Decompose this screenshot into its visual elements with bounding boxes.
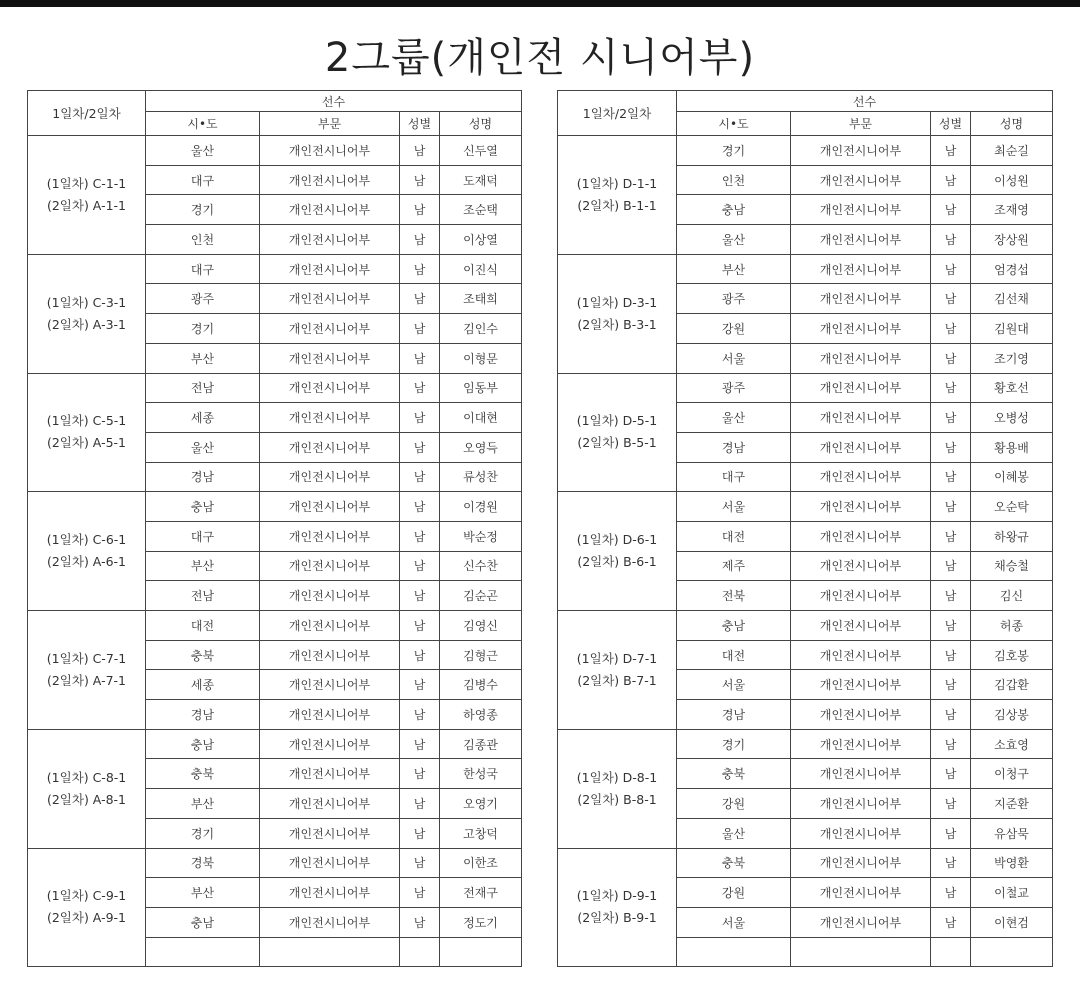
division-cell: 개인전시니어부 xyxy=(260,907,400,937)
region-cell xyxy=(677,937,791,967)
table-row xyxy=(28,611,522,641)
gender-cell: 남 xyxy=(400,254,440,284)
gender-cell: 남 xyxy=(931,907,971,937)
region-cell xyxy=(146,937,260,967)
gender-cell: 남 xyxy=(400,521,440,551)
division-cell: 개인전시니어부 xyxy=(791,848,931,878)
table-row xyxy=(558,492,1053,522)
name-cell: 임동부 xyxy=(440,373,522,403)
day1-slot: (1일차) D-8-1 xyxy=(576,769,658,785)
division-cell: 개인전시니어부 xyxy=(260,759,400,789)
gender-cell: 남 xyxy=(400,551,440,581)
division-cell: 개인전시니어부 xyxy=(260,581,400,611)
name-cell: 전재구 xyxy=(440,878,522,908)
day-header: 1일차/2일차 xyxy=(28,91,146,136)
division-cell: 개인전시니어부 xyxy=(791,462,931,492)
division-cell xyxy=(260,937,400,967)
header-row xyxy=(28,91,522,112)
region-cell: 부산 xyxy=(146,551,260,581)
region-cell: 부산 xyxy=(146,343,260,373)
division-cell: 개인전시니어부 xyxy=(260,640,400,670)
name-cell: 지준환 xyxy=(971,789,1053,819)
name-cell: 이청구 xyxy=(971,759,1053,789)
name-cell: 이철교 xyxy=(971,878,1053,908)
gender-cell: 남 xyxy=(931,818,971,848)
table-row xyxy=(28,729,522,759)
region-cell: 울산 xyxy=(677,818,791,848)
gender-cell: 남 xyxy=(400,729,440,759)
gender-cell: 남 xyxy=(931,254,971,284)
gender-cell: 남 xyxy=(931,581,971,611)
name-cell: 장상원 xyxy=(971,225,1053,255)
day1-slot: (1일차) C-6-1 xyxy=(46,532,127,548)
slot-cell xyxy=(558,254,677,373)
gender-cell: 남 xyxy=(400,818,440,848)
header-row xyxy=(558,91,1053,112)
gender-cell: 남 xyxy=(400,789,440,819)
gender-cell: 남 xyxy=(931,284,971,314)
table-row xyxy=(28,254,522,284)
region-cell: 부산 xyxy=(146,878,260,908)
gender-cell: 남 xyxy=(931,136,971,166)
division-cell: 개인전시니어부 xyxy=(791,551,931,581)
day2-slot: (2일차) A-6-1 xyxy=(46,554,127,570)
division-header: 부문 xyxy=(260,112,400,136)
region-cell: 충남 xyxy=(146,907,260,937)
region-cell: 세종 xyxy=(146,670,260,700)
gender-cell: 남 xyxy=(400,195,440,225)
division-cell: 개인전시니어부 xyxy=(791,165,931,195)
region-header: 시•도 xyxy=(677,112,791,136)
region-cell: 전북 xyxy=(677,581,791,611)
region-cell: 광주 xyxy=(677,373,791,403)
gender-cell: 남 xyxy=(931,314,971,344)
name-cell: 황용배 xyxy=(971,432,1053,462)
name-cell: 최순길 xyxy=(971,136,1053,166)
name-header: 성명 xyxy=(440,112,522,136)
division-cell xyxy=(791,937,931,967)
day1-slot: (1일차) C-3-1 xyxy=(46,294,127,310)
gender-cell: 남 xyxy=(931,700,971,730)
slot-cell xyxy=(558,136,677,255)
slot-cell xyxy=(28,254,146,373)
slot-cell xyxy=(558,373,677,492)
day1-slot: (1일차) D-5-1 xyxy=(576,413,658,429)
name-cell: 신수찬 xyxy=(440,551,522,581)
bracket-table-left xyxy=(27,90,522,967)
gender-cell: 남 xyxy=(931,521,971,551)
region-cell: 경기 xyxy=(146,314,260,344)
table-row xyxy=(558,254,1053,284)
name-cell: 이한조 xyxy=(440,848,522,878)
day2-slot: (2일차) A-8-1 xyxy=(46,791,127,807)
name-cell: 이진식 xyxy=(440,254,522,284)
day1-slot: (1일차) C-5-1 xyxy=(46,413,127,429)
region-cell: 대구 xyxy=(146,254,260,284)
division-cell: 개인전시니어부 xyxy=(791,373,931,403)
division-cell: 개인전시니어부 xyxy=(791,581,931,611)
region-cell: 강원 xyxy=(677,314,791,344)
gender-cell: 남 xyxy=(931,611,971,641)
table-row xyxy=(28,848,522,878)
division-cell: 개인전시니어부 xyxy=(260,462,400,492)
day2-slot: (2일차) B-1-1 xyxy=(577,197,657,213)
gender-cell: 남 xyxy=(400,165,440,195)
day2-slot: (2일차) A-9-1 xyxy=(46,910,127,926)
gender-cell: 남 xyxy=(931,789,971,819)
name-cell: 박순정 xyxy=(440,521,522,551)
division-cell: 개인전시니어부 xyxy=(260,432,400,462)
region-cell: 서울 xyxy=(677,670,791,700)
slot-cell xyxy=(558,848,677,967)
table-row xyxy=(558,373,1053,403)
slot-cell xyxy=(28,373,146,492)
region-cell: 충남 xyxy=(677,195,791,225)
region-cell: 충북 xyxy=(677,848,791,878)
name-cell: 유삼묵 xyxy=(971,818,1053,848)
region-cell: 대전 xyxy=(677,521,791,551)
name-cell: 이성원 xyxy=(971,165,1053,195)
region-cell: 울산 xyxy=(146,136,260,166)
player-header: 선수 xyxy=(677,91,1053,112)
region-header: 시•도 xyxy=(146,112,260,136)
region-cell: 충북 xyxy=(146,759,260,789)
name-cell: 이상열 xyxy=(440,225,522,255)
table-row xyxy=(558,136,1053,166)
gender-cell: 남 xyxy=(400,640,440,670)
region-cell: 강원 xyxy=(677,878,791,908)
division-cell: 개인전시니어부 xyxy=(791,195,931,225)
bracket-table-right xyxy=(557,90,1053,967)
slot-cell xyxy=(28,729,146,848)
gender-cell: 남 xyxy=(400,225,440,255)
gender-cell: 남 xyxy=(400,284,440,314)
slot-cell xyxy=(558,611,677,730)
slot-cell xyxy=(558,492,677,611)
division-cell: 개인전시니어부 xyxy=(260,136,400,166)
name-cell: 고창덕 xyxy=(440,818,522,848)
top-bar xyxy=(0,0,1080,7)
gender-cell xyxy=(931,937,971,967)
name-cell: 이형문 xyxy=(440,343,522,373)
name-cell: 엄경섭 xyxy=(971,254,1053,284)
gender-cell: 남 xyxy=(931,878,971,908)
division-cell: 개인전시니어부 xyxy=(791,314,931,344)
division-cell: 개인전시니어부 xyxy=(260,343,400,373)
division-cell: 개인전시니어부 xyxy=(260,789,400,819)
region-cell: 부산 xyxy=(146,789,260,819)
name-cell: 김호봉 xyxy=(971,640,1053,670)
name-cell: 김신 xyxy=(971,581,1053,611)
gender-cell: 남 xyxy=(931,848,971,878)
day2-slot: (2일차) B-6-1 xyxy=(577,554,657,570)
division-cell: 개인전시니어부 xyxy=(260,165,400,195)
gender-cell: 남 xyxy=(400,670,440,700)
name-cell: 조기영 xyxy=(971,343,1053,373)
division-cell: 개인전시니어부 xyxy=(260,195,400,225)
table-row xyxy=(28,373,522,403)
region-cell: 경기 xyxy=(146,818,260,848)
name-cell: 하왕규 xyxy=(971,521,1053,551)
name-cell xyxy=(440,937,522,967)
division-cell: 개인전시니어부 xyxy=(260,373,400,403)
division-cell: 개인전시니어부 xyxy=(260,848,400,878)
slot-cell xyxy=(28,136,146,255)
division-cell: 개인전시니어부 xyxy=(791,492,931,522)
region-cell: 울산 xyxy=(677,403,791,433)
day1-slot: (1일차) D-7-1 xyxy=(576,650,658,666)
name-cell: 소효영 xyxy=(971,729,1053,759)
gender-cell: 남 xyxy=(931,492,971,522)
gender-cell: 남 xyxy=(400,343,440,373)
gender-cell: 남 xyxy=(931,462,971,492)
region-cell: 인천 xyxy=(146,225,260,255)
region-cell: 제주 xyxy=(677,551,791,581)
division-cell: 개인전시니어부 xyxy=(260,700,400,730)
region-cell: 세종 xyxy=(146,403,260,433)
name-cell: 김종관 xyxy=(440,729,522,759)
gender-cell: 남 xyxy=(931,195,971,225)
division-cell: 개인전시니어부 xyxy=(260,492,400,522)
gender-cell: 남 xyxy=(931,165,971,195)
division-cell: 개인전시니어부 xyxy=(791,700,931,730)
day2-slot: (2일차) A-3-1 xyxy=(46,316,127,332)
table-row xyxy=(28,492,522,522)
day2-slot: (2일차) B-9-1 xyxy=(577,910,657,926)
gender-cell: 남 xyxy=(400,611,440,641)
division-cell: 개인전시니어부 xyxy=(791,432,931,462)
name-cell: 이혜봉 xyxy=(971,462,1053,492)
division-cell: 개인전시니어부 xyxy=(791,729,931,759)
name-cell: 이경원 xyxy=(440,492,522,522)
gender-cell: 남 xyxy=(931,432,971,462)
name-cell: 오영기 xyxy=(440,789,522,819)
division-cell: 개인전시니어부 xyxy=(791,759,931,789)
division-cell: 개인전시니어부 xyxy=(260,878,400,908)
name-cell: 하영종 xyxy=(440,700,522,730)
slot-cell xyxy=(558,729,677,848)
gender-cell: 남 xyxy=(400,581,440,611)
name-cell: 한성국 xyxy=(440,759,522,789)
gender-cell xyxy=(400,937,440,967)
name-cell: 박영환 xyxy=(971,848,1053,878)
region-cell: 충북 xyxy=(677,759,791,789)
division-cell: 개인전시니어부 xyxy=(791,403,931,433)
name-cell: 허종 xyxy=(971,611,1053,641)
day2-slot: (2일차) A-7-1 xyxy=(46,672,127,688)
day1-slot: (1일차) D-3-1 xyxy=(576,294,658,310)
region-cell: 광주 xyxy=(146,284,260,314)
division-cell: 개인전시니어부 xyxy=(260,284,400,314)
gender-cell: 남 xyxy=(400,878,440,908)
region-cell: 서울 xyxy=(677,492,791,522)
region-cell: 대구 xyxy=(677,462,791,492)
region-cell: 대전 xyxy=(677,640,791,670)
name-cell: 오병성 xyxy=(971,403,1053,433)
division-cell: 개인전시니어부 xyxy=(260,521,400,551)
region-cell: 전남 xyxy=(146,373,260,403)
region-cell: 경남 xyxy=(677,700,791,730)
table-row xyxy=(28,136,522,166)
gender-cell: 남 xyxy=(931,403,971,433)
gender-cell: 남 xyxy=(400,492,440,522)
table-row xyxy=(558,729,1053,759)
gender-cell: 남 xyxy=(931,373,971,403)
division-cell: 개인전시니어부 xyxy=(791,343,931,373)
name-cell xyxy=(971,937,1053,967)
slot-cell xyxy=(28,848,146,967)
name-cell: 김상봉 xyxy=(971,700,1053,730)
division-cell: 개인전시니어부 xyxy=(791,254,931,284)
day2-slot: (2일차) B-5-1 xyxy=(577,435,657,451)
day2-slot: (2일차) B-3-1 xyxy=(577,316,657,332)
name-cell: 김갑환 xyxy=(971,670,1053,700)
region-cell: 전남 xyxy=(146,581,260,611)
day1-slot: (1일차) D-9-1 xyxy=(576,888,658,904)
day1-slot: (1일차) C-1-1 xyxy=(46,175,127,191)
day2-slot: (2일차) B-7-1 xyxy=(577,672,657,688)
division-cell: 개인전시니어부 xyxy=(791,521,931,551)
day2-slot: (2일차) A-1-1 xyxy=(46,197,127,213)
gender-cell: 남 xyxy=(400,432,440,462)
region-cell: 인천 xyxy=(677,165,791,195)
day-header: 1일차/2일차 xyxy=(558,91,677,136)
name-cell: 오영득 xyxy=(440,432,522,462)
day1-slot: (1일차) D-1-1 xyxy=(576,175,658,191)
division-cell: 개인전시니어부 xyxy=(791,284,931,314)
division-cell: 개인전시니어부 xyxy=(260,818,400,848)
division-cell: 개인전시니어부 xyxy=(260,403,400,433)
gender-cell: 남 xyxy=(400,848,440,878)
name-cell: 김병수 xyxy=(440,670,522,700)
gender-cell: 남 xyxy=(931,670,971,700)
name-cell: 김형근 xyxy=(440,640,522,670)
name-cell: 이대현 xyxy=(440,403,522,433)
region-cell: 강원 xyxy=(677,789,791,819)
division-cell: 개인전시니어부 xyxy=(791,640,931,670)
region-cell: 경기 xyxy=(677,729,791,759)
division-cell: 개인전시니어부 xyxy=(791,789,931,819)
slot-cell xyxy=(28,611,146,730)
division-cell: 개인전시니어부 xyxy=(791,907,931,937)
region-cell: 울산 xyxy=(146,432,260,462)
region-cell: 서울 xyxy=(677,343,791,373)
gender-cell: 남 xyxy=(931,729,971,759)
name-cell: 황호선 xyxy=(971,373,1053,403)
name-cell: 조태희 xyxy=(440,284,522,314)
division-cell: 개인전시니어부 xyxy=(260,551,400,581)
page-title: 2그룹(개인전 시니어부) xyxy=(324,35,756,81)
division-cell: 개인전시니어부 xyxy=(260,729,400,759)
name-cell: 김원대 xyxy=(971,314,1053,344)
name-cell: 류성찬 xyxy=(440,462,522,492)
region-cell: 경남 xyxy=(146,700,260,730)
name-cell: 김순곤 xyxy=(440,581,522,611)
region-cell: 서울 xyxy=(677,907,791,937)
name-cell: 신두열 xyxy=(440,136,522,166)
region-cell: 대전 xyxy=(146,611,260,641)
region-cell: 광주 xyxy=(677,284,791,314)
day1-slot: (1일차) D-6-1 xyxy=(576,532,658,548)
gender-cell: 남 xyxy=(931,759,971,789)
region-cell: 경남 xyxy=(146,462,260,492)
name-cell: 도재덕 xyxy=(440,165,522,195)
division-cell: 개인전시니어부 xyxy=(791,670,931,700)
division-cell: 개인전시니어부 xyxy=(791,611,931,641)
name-cell: 김인수 xyxy=(440,314,522,344)
division-cell: 개인전시니어부 xyxy=(260,314,400,344)
division-cell: 개인전시니어부 xyxy=(260,254,400,284)
gender-cell: 남 xyxy=(400,314,440,344)
region-cell: 충남 xyxy=(146,492,260,522)
day1-slot: (1일차) C-8-1 xyxy=(46,769,127,785)
region-cell: 경북 xyxy=(146,848,260,878)
region-cell: 경기 xyxy=(677,136,791,166)
region-cell: 충북 xyxy=(146,640,260,670)
day2-slot: (2일차) B-8-1 xyxy=(577,791,657,807)
region-cell: 부산 xyxy=(677,254,791,284)
day1-slot: (1일차) C-7-1 xyxy=(46,650,127,666)
region-cell: 경남 xyxy=(677,432,791,462)
gender-cell: 남 xyxy=(931,343,971,373)
region-cell: 경기 xyxy=(146,195,260,225)
gender-cell: 남 xyxy=(400,759,440,789)
slot-cell xyxy=(28,492,146,611)
name-cell: 조재영 xyxy=(971,195,1053,225)
region-cell: 충남 xyxy=(146,729,260,759)
region-cell: 충남 xyxy=(677,611,791,641)
region-cell: 대구 xyxy=(146,521,260,551)
name-header: 성명 xyxy=(971,112,1053,136)
gender-cell: 남 xyxy=(400,136,440,166)
name-cell: 이현검 xyxy=(971,907,1053,937)
region-cell: 울산 xyxy=(677,225,791,255)
division-cell: 개인전시니어부 xyxy=(260,225,400,255)
gender-cell: 남 xyxy=(931,225,971,255)
division-header: 부문 xyxy=(791,112,931,136)
division-cell: 개인전시니어부 xyxy=(260,670,400,700)
name-cell: 정도기 xyxy=(440,907,522,937)
gender-header: 성별 xyxy=(931,112,971,136)
gender-cell: 남 xyxy=(400,403,440,433)
name-cell: 채승철 xyxy=(971,551,1053,581)
day1-slot: (1일차) C-9-1 xyxy=(46,888,127,904)
name-cell: 오순탁 xyxy=(971,492,1053,522)
day2-slot: (2일차) A-5-1 xyxy=(46,435,127,451)
gender-cell: 남 xyxy=(931,551,971,581)
player-header: 선수 xyxy=(146,91,522,112)
division-cell: 개인전시니어부 xyxy=(791,225,931,255)
gender-cell: 남 xyxy=(400,700,440,730)
gender-header: 성별 xyxy=(400,112,440,136)
gender-cell: 남 xyxy=(400,462,440,492)
name-cell: 김선채 xyxy=(971,284,1053,314)
name-cell: 김영신 xyxy=(440,611,522,641)
gender-cell: 남 xyxy=(400,373,440,403)
region-cell: 대구 xyxy=(146,165,260,195)
gender-cell: 남 xyxy=(931,640,971,670)
division-cell: 개인전시니어부 xyxy=(791,818,931,848)
name-cell: 조순택 xyxy=(440,195,522,225)
table-row xyxy=(558,611,1053,641)
division-cell: 개인전시니어부 xyxy=(791,136,931,166)
gender-cell: 남 xyxy=(400,907,440,937)
division-cell: 개인전시니어부 xyxy=(791,878,931,908)
table-row xyxy=(558,848,1053,878)
division-cell: 개인전시니어부 xyxy=(260,611,400,641)
